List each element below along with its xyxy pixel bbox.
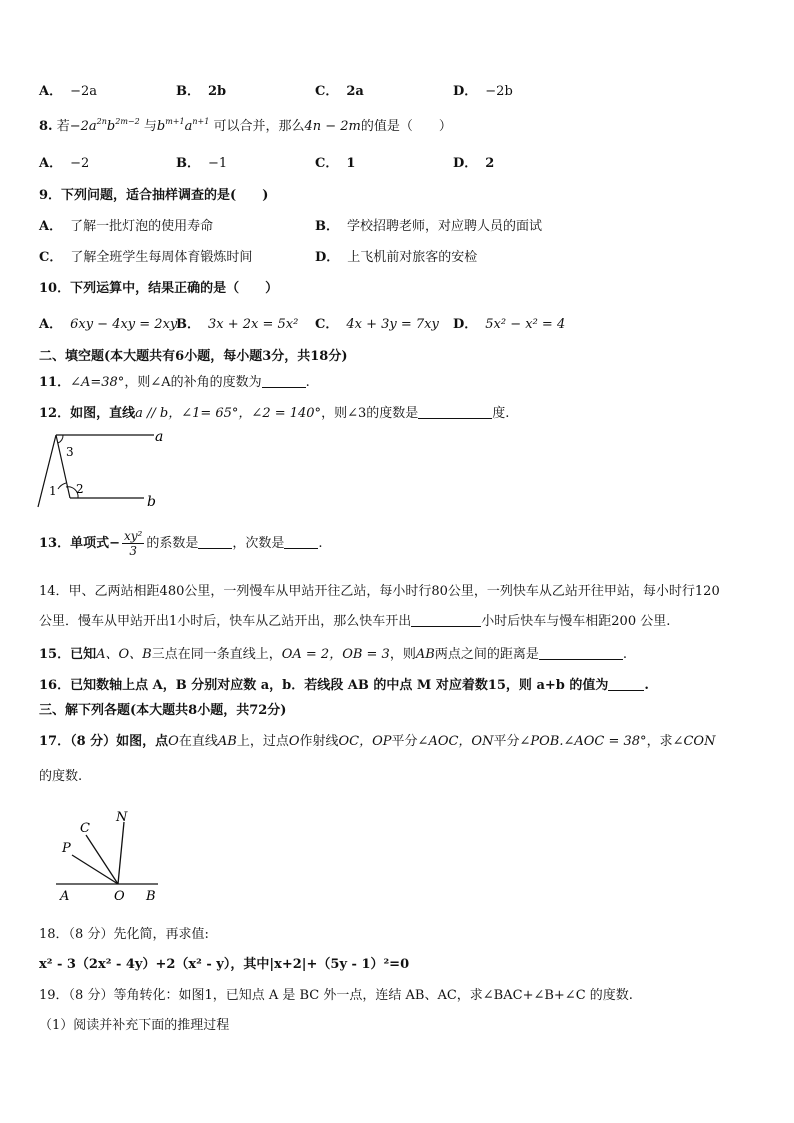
q8-term2-exp-a: n+1 xyxy=(192,117,210,126)
q8-end: 的值是（ ） xyxy=(360,119,452,134)
option-text: 6xy − 4xy = 2xy xyxy=(70,317,178,332)
q16-end: . xyxy=(644,678,649,693)
option-label: D． xyxy=(453,84,478,99)
q8-term1-exp-a: 2n xyxy=(96,117,107,126)
question-16 xyxy=(39,677,649,695)
option-text: 4x + 3y = 7xy xyxy=(346,317,439,332)
label-b: b xyxy=(147,494,156,510)
q11-text: ，则∠A的补角的度数为 xyxy=(124,375,262,390)
question-19-line2: （1）阅读并补充下面的推理过程 xyxy=(39,1018,230,1033)
q8-term2-exp-b: m+1 xyxy=(165,117,185,126)
question-8 xyxy=(39,118,452,136)
option-text: 2 xyxy=(485,156,495,171)
parallel-lines-figure xyxy=(34,425,164,513)
section-heading-fill-in: 二、填空题(本大题共有6小题，每小题3分，共18分) xyxy=(39,349,348,364)
q8-term2-b: b xyxy=(156,119,166,134)
q10-option-b xyxy=(176,316,298,334)
option-label: B． xyxy=(176,84,200,99)
question-13 xyxy=(39,528,323,560)
label-c: C xyxy=(80,821,90,836)
q8-pre: 若 xyxy=(56,119,70,134)
option-text: 5x² − x² = 4 xyxy=(485,317,566,332)
option-text: 2b xyxy=(208,84,227,99)
q15-mid: 三点在同一条直线上， xyxy=(151,647,282,662)
question-17-line2: 的度数. xyxy=(39,769,83,784)
angle-3-arc xyxy=(58,435,63,443)
question-10: 10．下列运算中，结果正确的是（ ） xyxy=(39,281,279,296)
q8-option-c xyxy=(315,155,355,173)
question-number: 8. xyxy=(39,119,53,134)
q17-l1b: 在直线 xyxy=(178,734,218,749)
question-18-line2: x² - 3（2x² - 4y）+2（x² - y），其中|x+2|+（5y - 1）²=0 xyxy=(39,957,410,972)
q8-option-b xyxy=(176,155,227,173)
q16-text: 16．已知数轴上点 A，B 分别对应数 a，b．若线段 AB 的中点 M 对应着数15，则 a+b 的值为 xyxy=(39,678,609,693)
q9-option-a xyxy=(39,218,213,236)
q13-mid: 的系数是 xyxy=(146,536,199,551)
option-label: B． xyxy=(176,156,200,171)
option-label: D． xyxy=(453,317,478,332)
q7-option-a xyxy=(39,83,97,101)
q7-option-d xyxy=(453,83,513,101)
label-n: N xyxy=(116,810,128,825)
question-11: 11．∠A=38°，则∠A的补角的度数为 . xyxy=(39,375,310,390)
q17-ang2: ∠POB.∠AOC = 38° xyxy=(519,734,647,749)
option-label: C． xyxy=(315,317,339,332)
section-heading-solve: 三、解下列各题(本大题共8小题，共72分) xyxy=(39,703,287,718)
q10-option-c xyxy=(315,316,439,334)
answer-blank[interactable] xyxy=(411,614,481,627)
q9-option-d xyxy=(315,249,477,267)
label-a: A xyxy=(60,889,70,904)
q12-text: ，则∠3的度数是 xyxy=(321,406,419,421)
q13-end: . xyxy=(318,536,323,551)
q17-l1a: 17．（8 分）如图，点 xyxy=(39,734,169,749)
answer-blank[interactable] xyxy=(418,406,492,419)
q8-post: 可以合并，那么 xyxy=(213,119,305,134)
label-3: 3 xyxy=(66,445,74,459)
q11-number: 11． xyxy=(39,375,71,390)
option-text: 3x + 2x = 5x² xyxy=(208,317,299,332)
answer-blank-degree[interactable] xyxy=(284,536,318,549)
q15-mid2: ，则 xyxy=(389,647,416,662)
label-a: a xyxy=(155,429,164,445)
question-15 xyxy=(39,646,627,664)
q17-l1d: 作射线 xyxy=(299,734,339,749)
q17-ab: AB xyxy=(217,734,237,749)
q17-rays: OC，OP xyxy=(338,734,392,749)
rays-figure xyxy=(52,806,172,904)
question-18-line1: 18．（8 分）先化简，再求值: xyxy=(39,927,209,942)
q12-pre: 12．如图，直线 xyxy=(39,406,136,421)
option-text: −2a xyxy=(70,84,98,99)
option-text: 2a xyxy=(346,84,364,99)
label-1: 1 xyxy=(49,484,57,498)
q12-unit: 度. xyxy=(492,406,510,421)
ray-oc xyxy=(86,835,118,884)
q13-mid2: ，次数是 xyxy=(232,536,285,551)
option-text: 学校招聘老师，对应聘人员的面试 xyxy=(347,219,543,234)
option-label: A． xyxy=(39,317,63,332)
question-14-line1: 14．甲、乙两站相距480公里，一列慢车从甲站开往乙站，每小时行80公里，一列快车从乙站开往甲站，每小时行120 xyxy=(39,584,720,599)
answer-blank[interactable] xyxy=(608,678,644,691)
label-2: 2 xyxy=(76,482,84,496)
answer-blank-coefficient[interactable] xyxy=(198,536,232,549)
q7-option-b xyxy=(176,83,226,101)
question-17-line1 xyxy=(39,733,715,751)
question-12 xyxy=(39,405,509,423)
q13-denominator: 3 xyxy=(129,544,137,558)
q15-pre: 15．已知 xyxy=(39,647,97,662)
q12-math: a // b，∠1= 65°，∠2 = 140° xyxy=(135,406,322,421)
option-label: B． xyxy=(315,219,339,234)
q14-line2a: 公里．慢车从甲站开出1小时后，快车从乙站开出，那么快车开出 xyxy=(39,614,412,629)
q17-ang3: ∠CON xyxy=(672,734,716,749)
option-label: D． xyxy=(315,250,340,265)
q10-option-a xyxy=(39,316,177,334)
option-label: A． xyxy=(39,156,63,171)
q8-term1-exp-b: 2m−2 xyxy=(115,117,140,126)
q9-option-b xyxy=(315,218,542,236)
option-label: C． xyxy=(39,250,63,265)
label-p: P xyxy=(62,841,71,856)
q15-math1: A、O、B xyxy=(96,647,152,662)
option-label: B． xyxy=(176,317,200,332)
q17-o2: O xyxy=(288,734,300,749)
option-text: −2 xyxy=(70,156,90,171)
q15-math3: AB xyxy=(415,647,435,662)
q17-ang1: ∠AOC，ON xyxy=(417,734,494,749)
q8-option-d xyxy=(453,155,494,173)
q8-expr: 4n − 2m xyxy=(304,119,361,134)
label-o: O xyxy=(114,889,125,904)
q17-o1: O xyxy=(168,734,179,749)
option-text: 1 xyxy=(346,156,356,171)
option-text: 上飞机前对旅客的安检 xyxy=(347,250,478,265)
angle-1-arc xyxy=(58,483,66,489)
option-label: A． xyxy=(39,84,63,99)
q17-l1f: 平分 xyxy=(493,734,520,749)
option-text: −1 xyxy=(208,156,228,171)
q15-math2: OA = 2，OB = 3 xyxy=(281,647,390,662)
option-text: 了解一批灯泡的使用寿命 xyxy=(70,219,214,234)
answer-blank[interactable] xyxy=(262,375,306,388)
q15-end: . xyxy=(622,647,627,662)
question-14-line2 xyxy=(39,613,670,631)
q7-option-c xyxy=(315,83,364,101)
q8-term2-a: a xyxy=(184,119,193,134)
q8-option-a xyxy=(39,155,89,173)
q15-post: 两点之间的距离是 xyxy=(434,647,539,662)
q8-mid: 与 xyxy=(143,119,157,134)
q8-term1: −2a xyxy=(69,119,97,134)
q8-term1-b: b xyxy=(106,119,116,134)
option-text: 了解全班学生每周体育锻炼时间 xyxy=(70,250,253,265)
q9-option-c xyxy=(39,249,252,267)
label-b: B xyxy=(146,889,156,904)
q11-math: ∠A=38° xyxy=(70,375,125,390)
q17-l1e: 平分 xyxy=(391,734,418,749)
q14-line2b: 小时后快车与慢车相距200 公里. xyxy=(481,614,671,629)
q13-pre: 13．单项式− xyxy=(39,536,120,551)
q13-numerator: xy² xyxy=(123,529,143,543)
q13-fraction xyxy=(122,529,144,558)
ray-on xyxy=(118,822,124,884)
option-text: −2b xyxy=(485,84,513,99)
option-label: C． xyxy=(315,156,339,171)
ray-op xyxy=(72,855,118,884)
question-19-line1: 19．（8 分）等角转化：如图1，已知点 A 是 BC 外一点，连结 AB、AC，求∠BAC+∠B+∠C 的度数. xyxy=(39,988,633,1003)
option-label: C． xyxy=(315,84,339,99)
q10-option-d xyxy=(453,316,565,334)
answer-blank[interactable] xyxy=(539,647,623,660)
option-label: D． xyxy=(453,156,478,171)
q17-l1c: 上，过点 xyxy=(236,734,289,749)
q17-l1g: ，求 xyxy=(646,734,673,749)
option-label: A． xyxy=(39,219,63,234)
question-9: 9．下列问题，适合抽样调查的是( ) xyxy=(39,188,269,203)
